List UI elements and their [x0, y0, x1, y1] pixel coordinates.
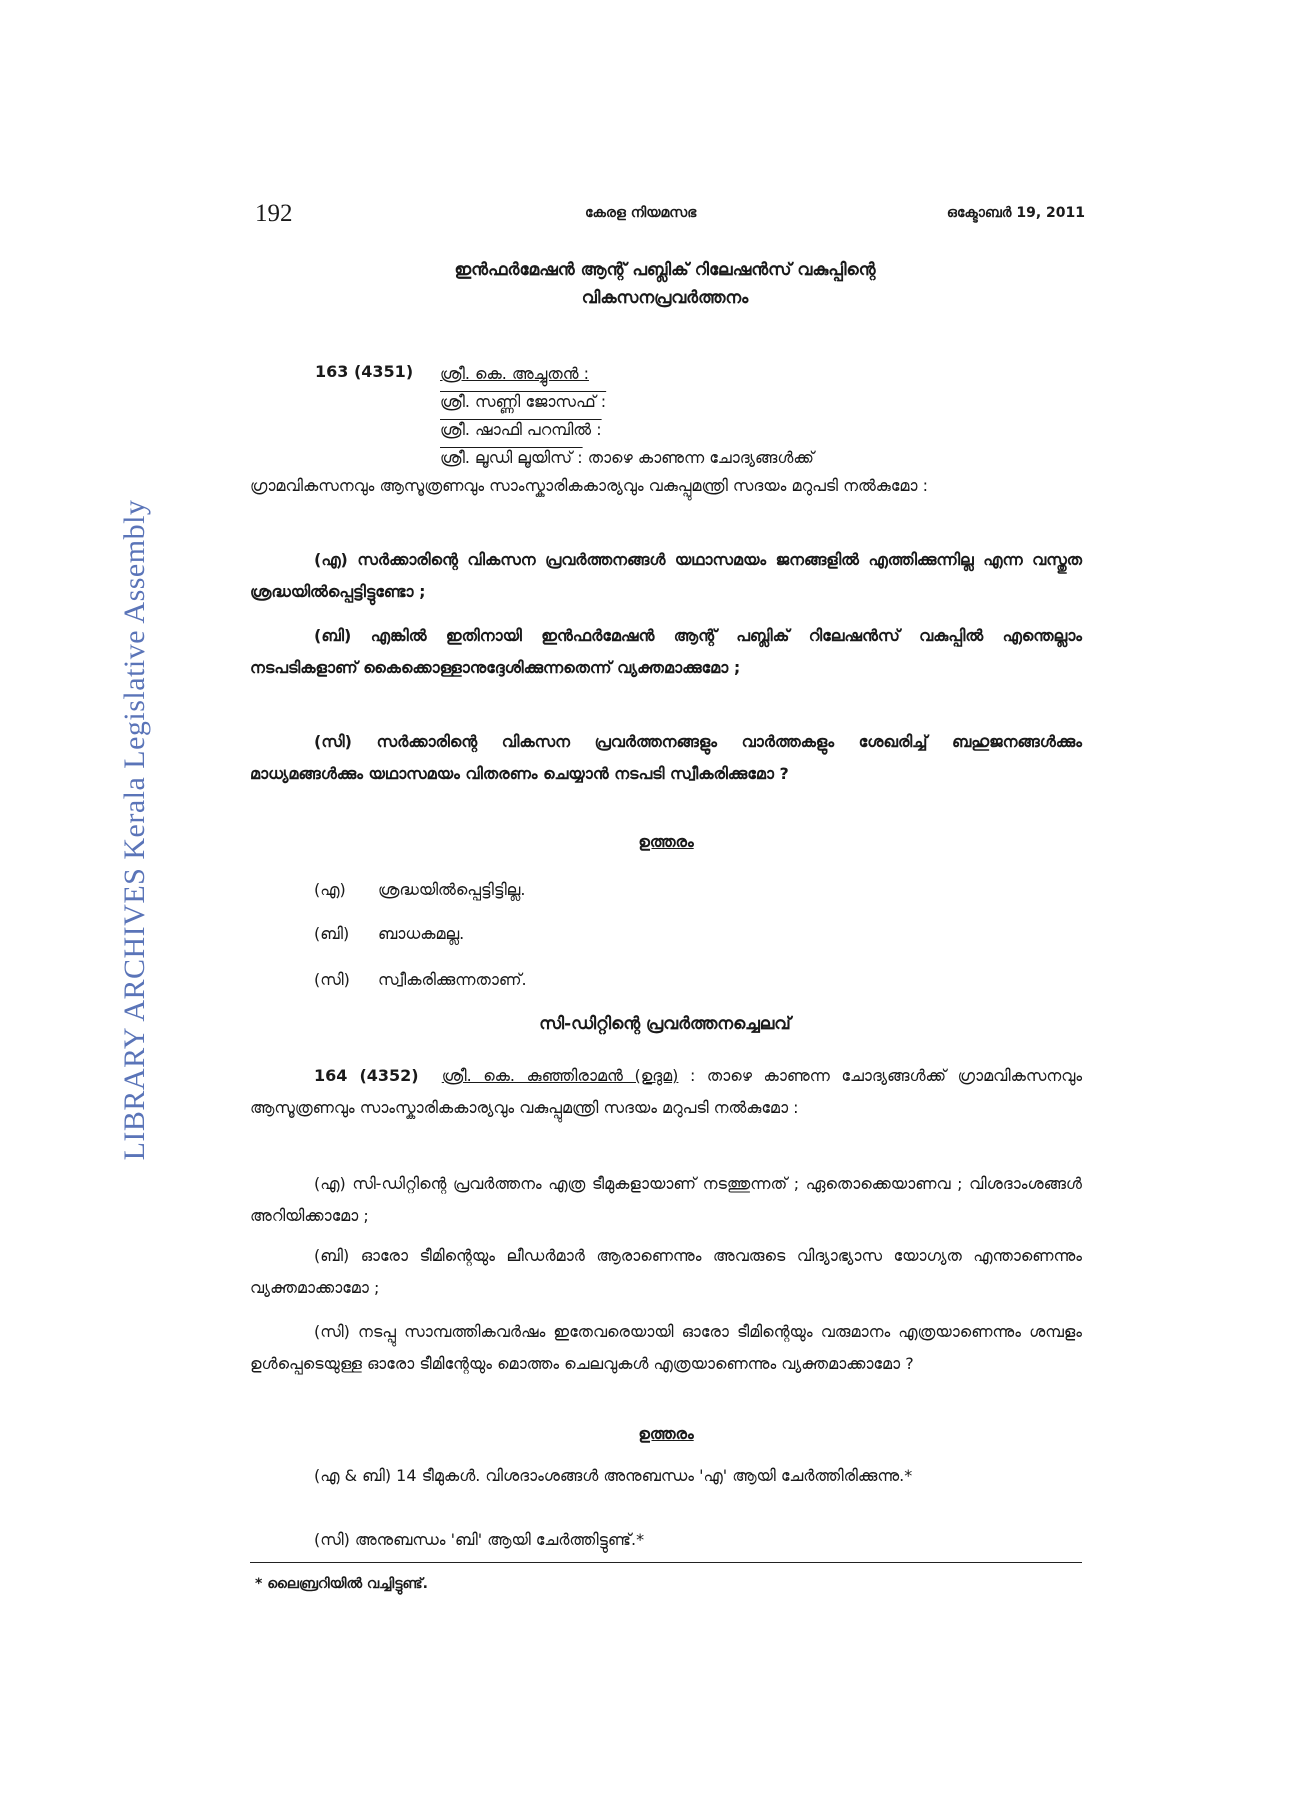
member-name: ശ്രീ. സണ്ണി ജോസഫ് : [440, 392, 607, 411]
answer-164-c: (സി) അനുബന്ധം 'ബി' ആയി ചേർത്തിട്ടുണ്ട്.* [314, 1530, 645, 1549]
footnote: * ലൈബ്രറിയിൽ വച്ചിട്ടുണ്ട്. [255, 1576, 428, 1592]
member-name: ശ്രീ. ലൂഡി ലൂയിസ് : [440, 448, 583, 467]
answer-text: സ്വീകരിക്കുന്നതാണ്. [378, 970, 527, 989]
answer-heading-164: ഉത്തരം [638, 1424, 694, 1443]
question-number: 164 (4352) [314, 1066, 419, 1085]
question-163-a: (എ) സർക്കാരിന്റെ വികസന പ്രവർത്തനങ്ങൾ യഥാസമയം ജനങ്ങളിൽ എത്തിക്കുന്നില്ല എന്ന വസ്തുത ശ്രദ്ധയിൽപ്പെട്ടിട്ടുണ്ടോ ; [250, 550, 1082, 601]
question-163-b: (ബി) എങ്കിൽ ഇതിനായി ഇൻഫർമേഷൻ ആന്റ് പബ്ലിക് റിലേഷൻസ് വകുപ്പിൽ എന്തെല്ലാം നടപടികളാണ് കൈക്കൊള്ളാനുദ്ദേശിക്കുന്നതെന്ന് വ്യക്തമാക്കുമോ ; [250, 626, 1082, 677]
header-date: ഒക്ടോബർ 19, 2011 [946, 205, 1085, 221]
page-number: 192 [255, 200, 293, 227]
running-title: കേരള നിയമസഭ [585, 205, 697, 221]
page-header [255, 200, 1085, 230]
question-163-intro: ഗ്രാമവികസനവും ആസൂത്രണവും സാംസ്കാരികകാര്യവും വകുപ്പുമന്ത്രി സദയം മറുപടി നൽകുമോ : [250, 476, 928, 495]
member-intro-text: താഴെ കാണുന്ന ചോദ്യങ്ങൾക്ക് [587, 448, 814, 467]
section-title-line1: ഇൻഫർമേഷൻ ആന്റ് പബ്ലിക് റിലേഷൻസ് വകുപ്പിന്റെ [454, 260, 876, 280]
footnote-divider [250, 1562, 1082, 1563]
archive-watermark: LIBRARY ARCHIVES Kerala Legislative Assembly [118, 499, 151, 1161]
member-name: ശ്രീ. കെ. കുഞ്ഞിരാമൻ (ഉദുമ) [441, 1066, 679, 1085]
question-164-c: (സി) നടപ്പു സാമ്പത്തികവർഷം ഇതേവരെയായി ഓരോ ടീമിന്റെയും വരുമാനം എത്രയാണെന്നും ശമ്പളം ഉൾപ്പെടെയുള്ള ഓരോ ടീമിന്റേയും മൊത്തം ചെലവുകൾ എത്രയാണെന്നും വ്യക്തമാക്കാമോ ? [250, 1322, 1082, 1373]
answer-heading-163: ഉത്തരം [638, 832, 694, 851]
member-name: ശ്രീ. ഷാഫി പറമ്പിൽ : [440, 420, 602, 439]
answer-163-c [314, 970, 527, 990]
section-title-line2: വികസനപ്രവർത്തനം [581, 288, 749, 308]
section-title-164: സി-ഡിറ്റിന്റെ പ്രവർത്തനച്ചെലവ് [539, 1014, 791, 1034]
member-name: ശ്രീ. കെ. അച്ചുതൻ : [440, 364, 589, 383]
answer-label: (ബി) [314, 924, 350, 943]
answer-163-a [314, 880, 525, 900]
member-list [440, 360, 814, 472]
answer-text: ശ്രദ്ധയിൽപ്പെട്ടിട്ടില്ല. [378, 880, 526, 899]
answer-label: (എ) [314, 880, 346, 899]
question-164-intro [250, 1060, 1082, 1124]
question-164-b: (ബി) ഓരോ ടീമിന്റെയും ലീഡർമാർ ആരാണെന്നും അവരുടെ വിദ്യാഭ്യാസ യോഗ്യത എന്താണെന്നും വ്യക്തമാക്കാമോ ; [250, 1246, 1082, 1297]
question-164-intro-text: : താഴെ കാണുന്ന ചോദ്യങ്ങൾക്ക് ഗ്രാമവികസനവും ആസൂത്രണവും സാംസ്കാരികകാര്യവും വകുപ്പുമന്ത്രി സദയം മറുപടി നൽകുമോ : [250, 1066, 1083, 1117]
answer-164-ab: (എ & ബി) 14 ടീമുകൾ. വിശദാംശങ്ങൾ അനുബന്ധം 'എ' ആയി ചേർത്തിരിക്കുന്നു.* [314, 1466, 913, 1485]
section-title-163 [250, 256, 1080, 312]
answer-163-b [314, 924, 464, 944]
question-number: 163 (4351) [315, 362, 414, 381]
answer-text: ബാധകമല്ല. [378, 924, 465, 943]
question-164-a: (എ) സി-ഡിറ്റിന്റെ പ്രവർത്തനം എത്ര ടീമുകളായാണ് നടത്തുന്നത് ; ഏതൊക്കെയാണവ ; വിശദാംശങ്ങൾ അറിയിക്കാമോ ; [250, 1174, 1082, 1225]
answer-label: (സി) [314, 970, 350, 989]
question-163-c: (സി) സർക്കാരിന്റെ വികസന പ്രവർത്തനങ്ങളും വാർത്തകളും ശേഖരിച്ച് ബഹുജനങ്ങൾക്കും മാധ്യമങ്ങൾക്കും യഥാസമയം വിതരണം ചെയ്യാൻ നടപടി സ്വീകരിക്കുമോ ? [250, 732, 1082, 783]
